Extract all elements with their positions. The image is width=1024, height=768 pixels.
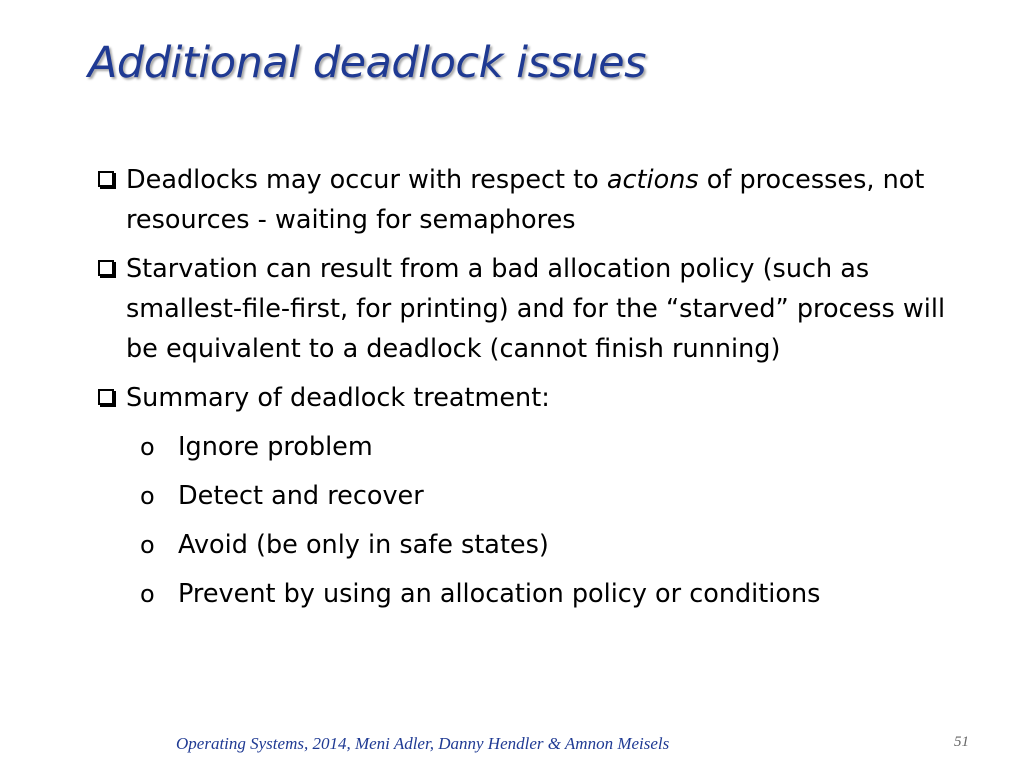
sub-bullet-item: [96, 427, 956, 467]
sub-bullet-item: [96, 525, 956, 565]
sub-bullet-item: [96, 574, 956, 614]
bullet-text-pre: Deadlocks may occur with respect to: [126, 165, 607, 195]
bullet-text: Starvation can result from a bad allocation policy (such as smallest-file-first, for printing) and for the “starved” process will be equivalent to a deadlock (cannot finish running): [126, 254, 946, 364]
sub-bullet-item: [96, 476, 956, 516]
bullet-text-post: of processes, not resources - waiting for semaphores: [126, 165, 925, 235]
sub-bullet-text: Avoid (be only in safe states): [178, 530, 549, 560]
sub-bullet-text: Detect and recover: [178, 481, 424, 511]
bullet-item: [96, 249, 956, 369]
sub-bullet-text: Prevent by using an allocation policy or conditions: [178, 579, 821, 609]
page-number: 51: [954, 734, 969, 750]
slide-title: Additional deadlock issues: [88, 38, 647, 88]
bullet-text-emphasis: actions: [606, 165, 699, 195]
slide-footer: Operating Systems, 2014, Meni Adler, Danny Hendler & Amnon Meisels: [176, 734, 670, 753]
checkbox-bullet-icon: [98, 389, 114, 405]
bullet-item: [96, 378, 956, 418]
circle-bullet-icon: o: [140, 580, 155, 608]
circle-bullet-icon: o: [140, 482, 155, 510]
slide-body: [96, 160, 956, 623]
circle-bullet-icon: o: [140, 433, 155, 461]
bullet-item: [96, 160, 956, 240]
sub-bullet-text: Ignore problem: [178, 432, 373, 462]
checkbox-bullet-icon: [98, 171, 114, 187]
bullet-text: Summary of deadlock treatment:: [126, 383, 550, 413]
circle-bullet-icon: o: [140, 531, 155, 559]
checkbox-bullet-icon: [98, 260, 114, 276]
